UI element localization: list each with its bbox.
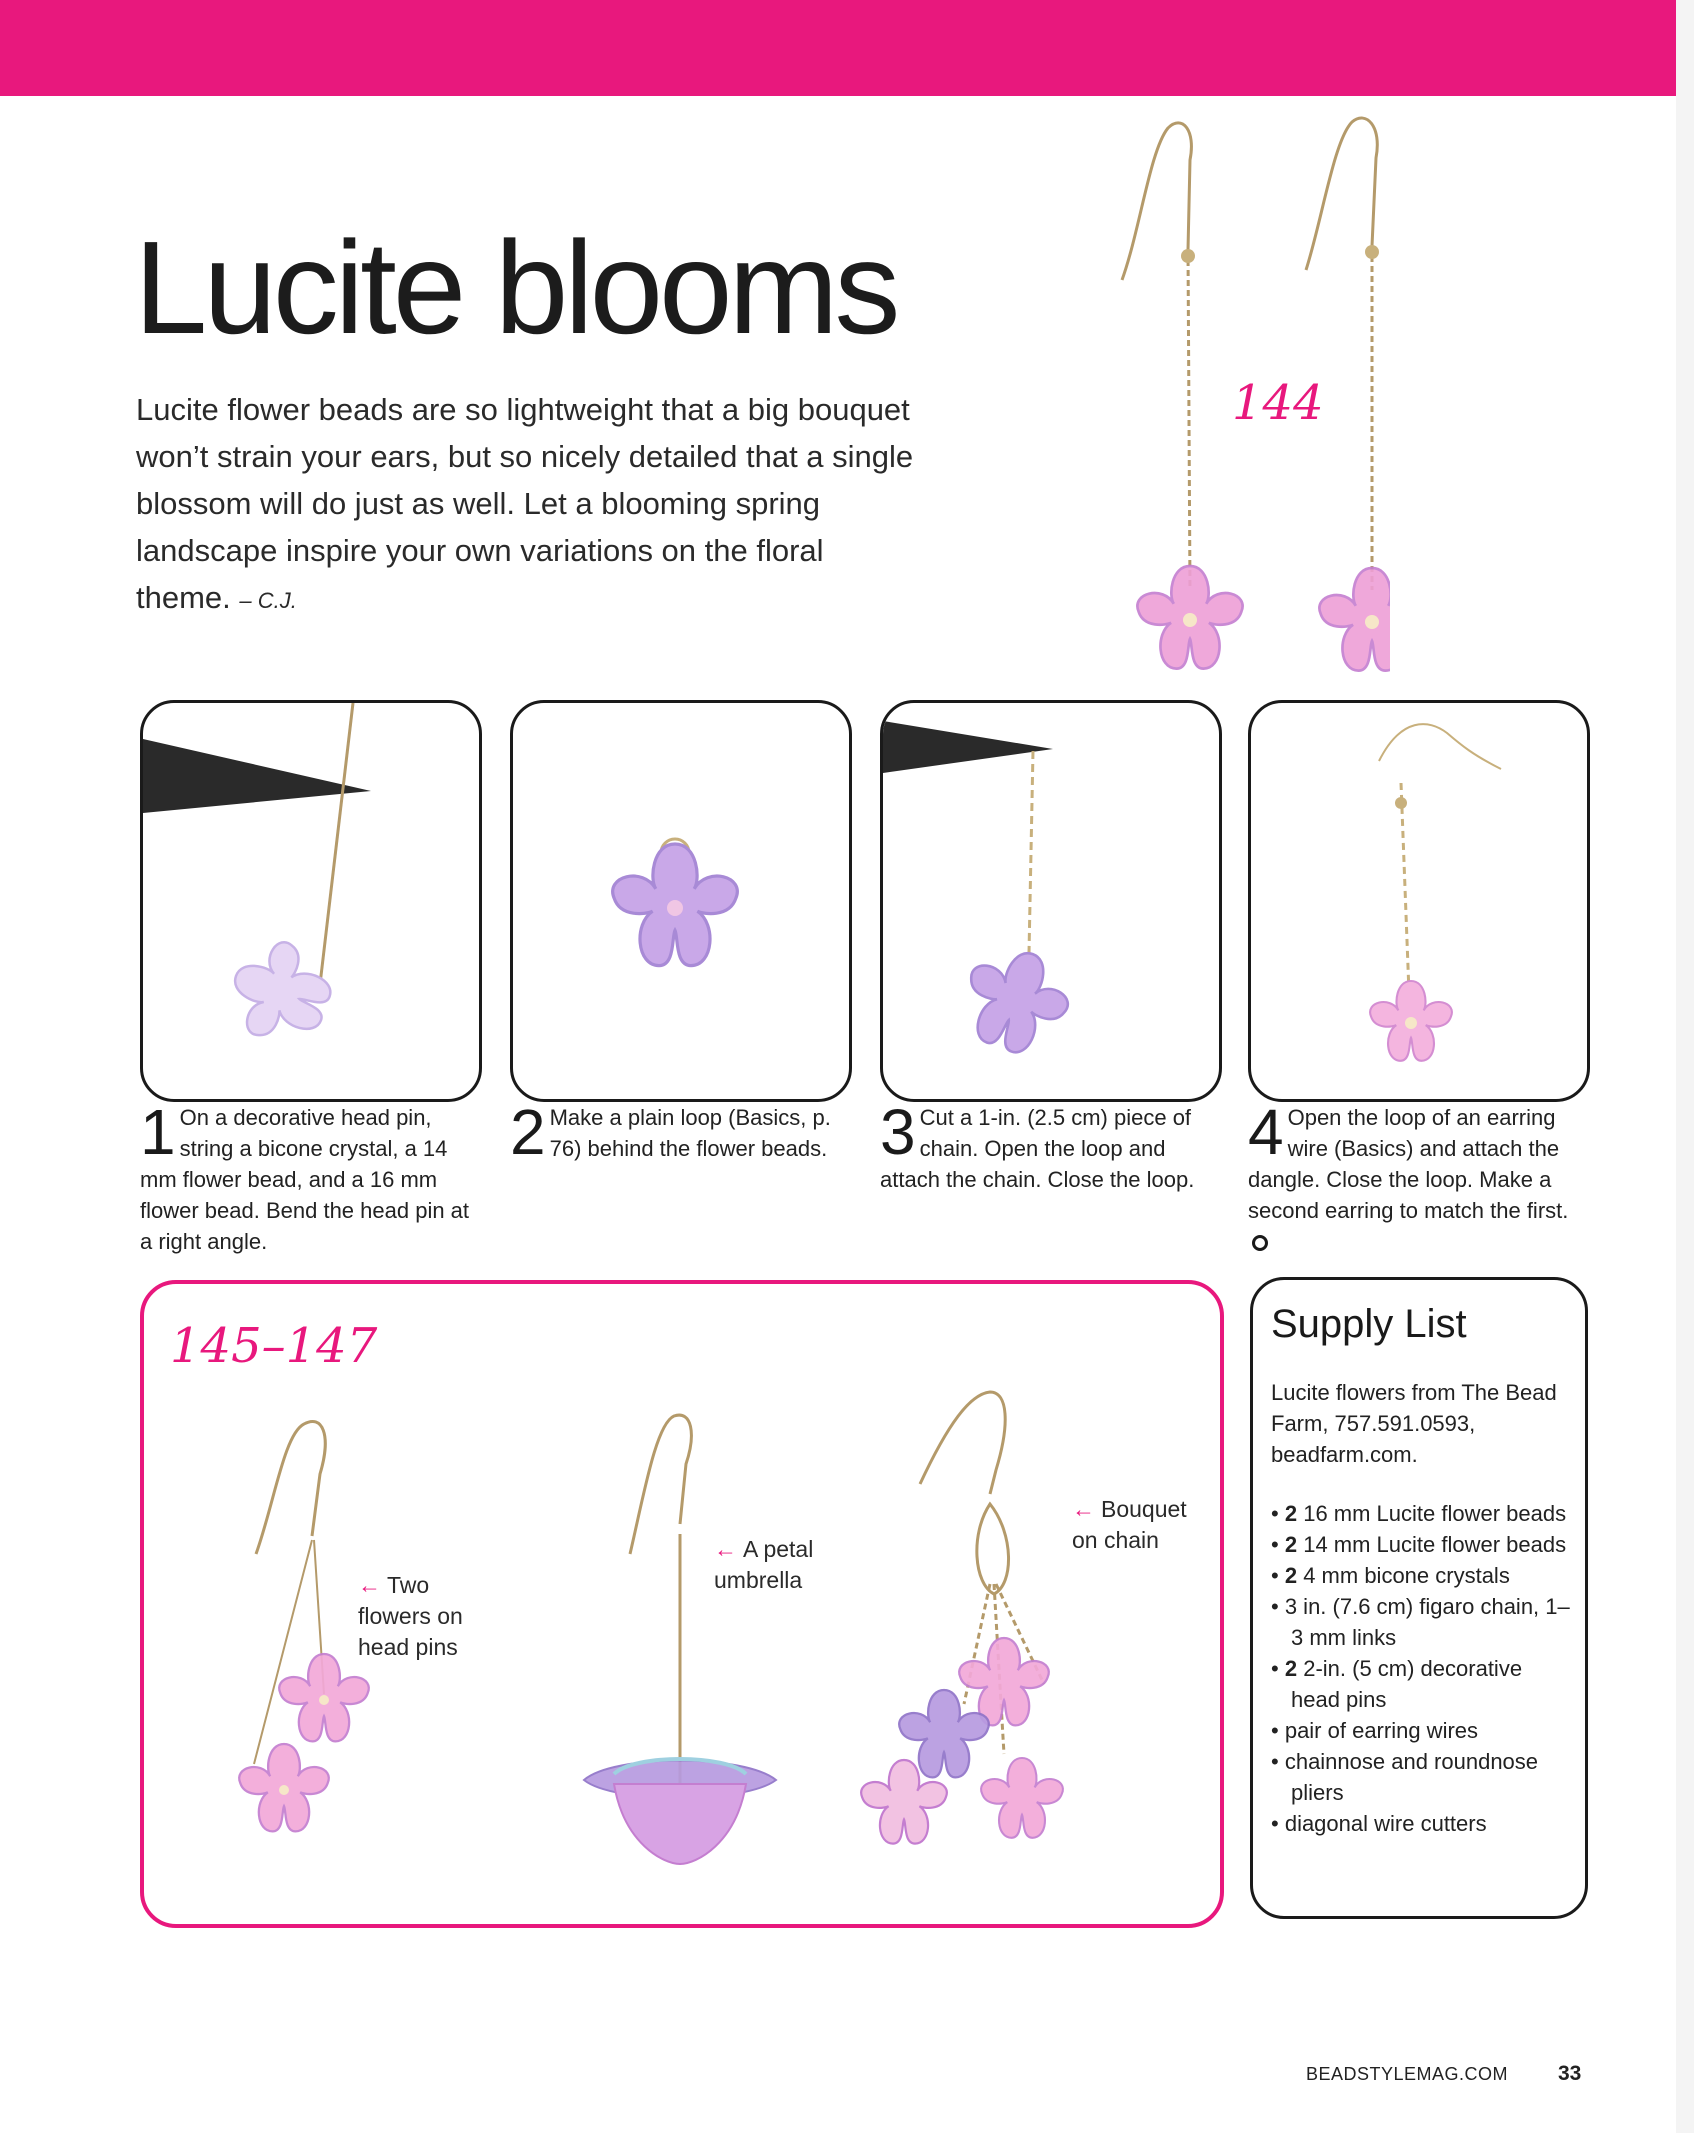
project-number-145-147: 145–147 <box>170 1318 378 1374</box>
caption-text: A petal umbrella <box>714 1536 814 1593</box>
caption-text: Two flowers on head pins <box>358 1572 463 1660</box>
supply-items <box>1271 1498 1577 1839</box>
step-3-text <box>880 1096 1220 1195</box>
caption-two-flowers <box>358 1570 478 1663</box>
step-instruction: On a decorative head pin, string a bicone crystal, a 14 mm flower bead, and a 16 mm flower bead. Bend the head pin at a right angle. <box>140 1105 470 1254</box>
author-byline: – C.J. <box>239 588 297 613</box>
supply-item: • 2 2-in. (5 cm) decorative head pins <box>1271 1653 1577 1715</box>
step-instruction: Open the loop of an earring wire (Basics) and attach the dangle. Close the loop. Make a second earring to match the first. <box>1248 1105 1569 1223</box>
caption-petal-umbrella <box>714 1534 854 1596</box>
step-2-photo <box>510 700 852 1102</box>
supply-item: • chainnose and roundnose pliers <box>1271 1746 1577 1808</box>
step-instruction: Cut a 1-in. (2.5 cm) piece of chain. Open the loop and attach the chain. Close the loop. <box>880 1105 1195 1192</box>
variation-earrings-photo <box>144 1284 1220 1924</box>
step-2-text <box>510 1096 850 1168</box>
page-title: Lucite blooms <box>134 214 897 361</box>
step-4-text <box>1248 1096 1588 1257</box>
step-number: 3 <box>880 1096 916 1168</box>
step-number: 2 <box>510 1096 546 1168</box>
supply-item: • 2 4 mm bicone crystals <box>1271 1560 1577 1591</box>
step-number: 1 <box>140 1096 176 1168</box>
supply-item: • 2 16 mm Lucite flower beads <box>1271 1498 1577 1529</box>
intro-paragraph <box>136 386 916 624</box>
step-number: 4 <box>1248 1096 1284 1168</box>
supply-item: • pair of earring wires <box>1271 1715 1577 1746</box>
step-3-photo <box>880 700 1222 1102</box>
supply-item: • 3 in. (7.6 cm) figaro chain, 1–3 mm links <box>1271 1591 1577 1653</box>
step-instruction: Make a plain loop (Basics, p. 76) behind the flower beads. <box>549 1105 831 1161</box>
caption-text: Bouquet on chain <box>1072 1496 1187 1553</box>
page-edge <box>1676 0 1694 2133</box>
supply-source: Lucite flowers from The Bead Farm, 757.591.0593, beadfarm.com. <box>1271 1380 1557 1467</box>
step-4-photo <box>1248 700 1590 1102</box>
caption-bouquet-on-chain <box>1072 1494 1202 1556</box>
page-number: 33 <box>1558 2062 1582 2085</box>
end-mark-icon <box>1252 1235 1268 1251</box>
left-arrow-icon: ← <box>714 1536 737 1562</box>
left-arrow-icon: ← <box>1072 1496 1095 1522</box>
supply-list-panel <box>1250 1277 1588 1919</box>
top-color-band <box>0 0 1676 96</box>
supply-item: • diagonal wire cutters <box>1271 1808 1577 1839</box>
intro-text: Lucite flower beads are so lightweight that a big bouquet won’t strain your ears, but so nicely detailed that a single blossom will do just as well. Let a blooming spring landscape inspire your own variations on the floral theme. <box>136 392 914 615</box>
step-1-photo <box>140 700 482 1102</box>
step-1-text <box>140 1096 480 1257</box>
supply-item: • 2 14 mm Lucite flower beads <box>1271 1529 1577 1560</box>
left-arrow-icon: ← <box>358 1572 381 1598</box>
footer-website: BEADSTYLEMAG.COM <box>1306 2064 1509 2084</box>
supply-list-title: Supply List <box>1271 1302 1467 1346</box>
variations-panel <box>140 1280 1224 1928</box>
project-number-144: 144 <box>1232 375 1324 431</box>
